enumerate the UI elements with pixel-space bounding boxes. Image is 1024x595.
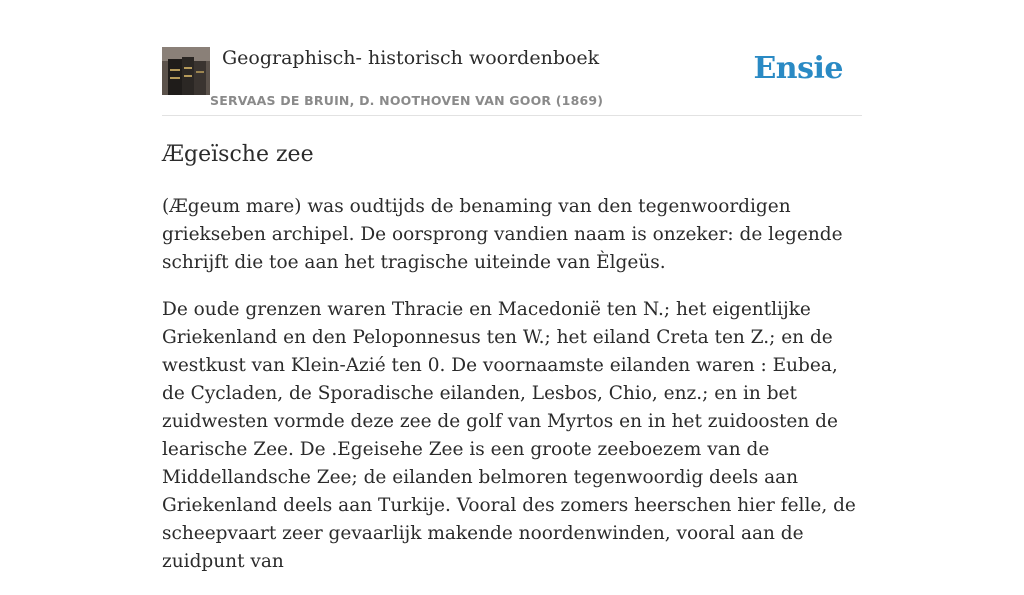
header (162, 46, 862, 116)
book-title[interactable]: Geographisch- historisch woordenboek (222, 47, 600, 69)
entry-paragraph: (Ægeum mare) was oudtijds de benaming van den tegenwoordigen griekseben archipel. De oorsprong vandien naam is onzeker: de legende schrijft die toe aan het tragische uiteinde van Èlgeüs. (162, 196, 843, 273)
entry-body (162, 193, 862, 595)
book-spines-icon (162, 47, 210, 95)
entry-paragraph: De oude grenzen waren Thracie en Macedonië ten N.; het eigentlijke Griekenland en den Peloponnesus ten W.; het eiland Creta ten Z.; en de westkust van Klein-Azié ten 0. De voornaamste eilanden waren : Eubea, de Cycladen, de Sporadische eilanden, Lesbos, Chio, enz.; en in bet zuidwesten vormde deze zee de golf van Myrtos en in het zuidoosten de learische Zee. De .Egeisehe Zee is een groote zeeboezem van de Middellandsche Zee; de eilanden belmoren tegenwoordig deels aan Griekenland deels aan Turkije. Vooral des zomers heerschen hier felle, de scheepvaart zeer gevaarlijk makende noordenwinden, vooral aan de zuidpunt van (162, 299, 856, 572)
book-avatar[interactable] (162, 47, 210, 95)
entry-title: Ægeïsche zee (162, 142, 314, 167)
book-author: SERVAAS DE BRUIN, D. NOOTHOVEN VAN GOOR (1869) (210, 93, 604, 108)
ensie-logo-link[interactable]: Ensie (753, 51, 843, 86)
